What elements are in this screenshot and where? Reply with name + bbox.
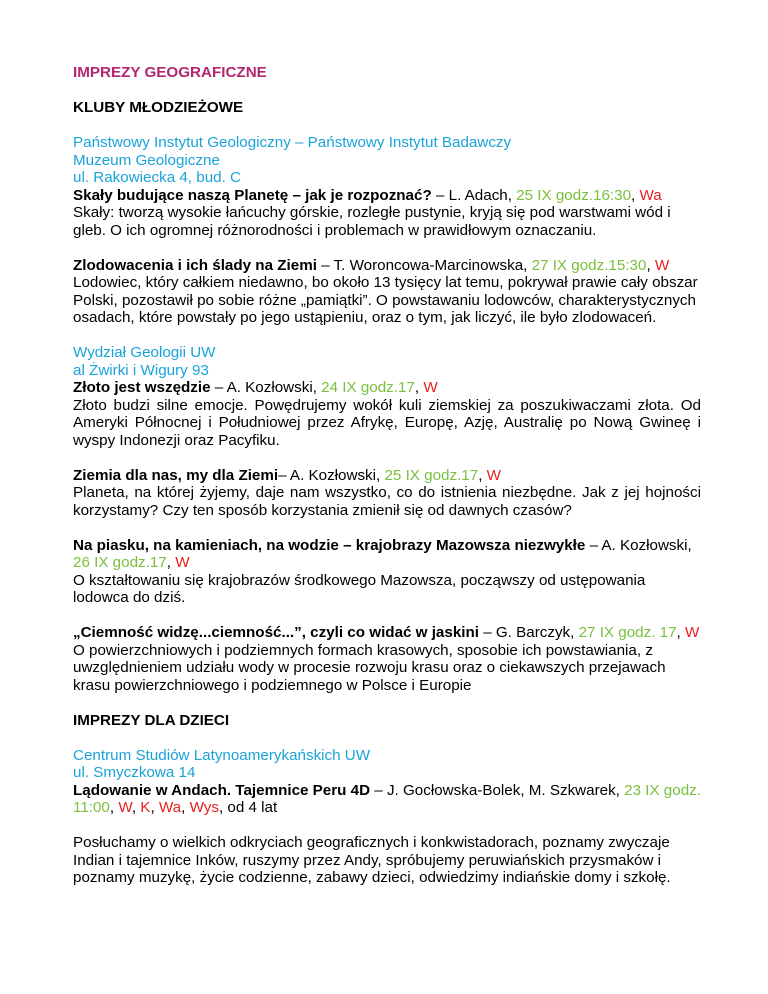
event-code: W: [423, 379, 438, 396]
document-title: IMPREZY GEOGRAFICZNE: [73, 64, 267, 81]
event-code: K: [140, 799, 151, 816]
separator: ,: [181, 799, 190, 816]
event-date: 23 IX godz. 11:00: [73, 781, 701, 816]
event-author: – T. Woroncowa-Marcinowska,: [316, 256, 532, 274]
event-author: – A. Kozłowski,: [585, 536, 692, 554]
event-author: – A. Kozłowski,: [210, 379, 322, 396]
event-date: 25 IX godz.16:30: [516, 186, 632, 204]
venue-name: Wydział Geologii UW: [73, 344, 216, 361]
separator: ,: [109, 799, 119, 816]
event-line: [73, 782, 701, 817]
event-description: O kształtowaniu się krajobrazów środkowego Mazowsza, począwszy od ustępowania lodowca do dziś.: [73, 571, 646, 606]
event-code: W: [684, 624, 700, 641]
event-date: 24 IX godz.17: [321, 379, 415, 396]
event-title: Zlodowacenia i ich ślady na Ziemi: [73, 256, 317, 274]
event-code: W: [175, 554, 190, 571]
section-heading-kids: IMPREZY DLA DZIECI: [73, 711, 230, 729]
event-date: 27 IX godz. 17: [578, 624, 677, 641]
event-description: Posłuchamy o wielkich odkryciach geograficznych i konkwistadorach, poznamy zwyczaje Indian i tajemnice Inków, ruszymy przez Andy, spróbujemy peruwiańskich przysmaków i poznamy muzykę, życie codzienne, zabawy dzieci, odwiedzimy indiańskie domy i szkołę.: [73, 834, 671, 886]
separator: ,: [166, 554, 176, 571]
separator: ,: [131, 799, 141, 816]
event-code: W: [118, 799, 132, 816]
event-code: W: [486, 466, 501, 484]
event-description: Złoto budzi silne emocje. Powędrujemy wokół kuli ziemskiej za poszukiwaczami złota. Od Ameryki Północnej i Południowej przez Afrykę, Europę, Azję, Australię po Nową Gwineę i wyspy Indonezji oraz Pacyfiku.: [73, 396, 701, 449]
separator: ,: [631, 186, 640, 204]
separator: ,: [414, 379, 424, 396]
event-code: W: [654, 256, 670, 274]
event-title: Ziemia dla nas, my dla Ziemi: [73, 466, 279, 484]
separator: ,: [478, 466, 487, 484]
event-description: Skały: tworzą wysokie łańcuchy górskie, rozległe pustynie, kryją się pod warstwami wód i gleb. O ich ogromnej różnorodności i problemach w prawidłowym oznaczaniu.: [73, 204, 671, 239]
separator: ,: [676, 624, 685, 641]
event-code: Wa: [158, 799, 182, 816]
event-age: , od 4 lat: [218, 799, 278, 816]
event-author: – G. Barczyk,: [478, 624, 579, 641]
venue-address: al Żwirki i Wigury 93: [73, 361, 209, 379]
event-description: Lodowiec, który całkiem niedawno, bo około 13 tysięcy lat temu, pokrywał prawie cały obszar Polski, pozostawił po sobie różne „pamiątki”. O powstawaniu lodowców, charakterystycznych osadach, które powstały po jego ustąpieniu, oraz o tym, jak liczyć, ile było zlodowaceń.: [73, 274, 698, 326]
event-title: Lądowanie w Andach. Tajemnice Peru 4D: [73, 781, 371, 799]
section-heading-clubs: KLUBY MŁODZIEŻOWE: [73, 99, 244, 116]
event-author: – J. Gocłowska-Bolek, M. Szkwarek,: [370, 781, 625, 799]
venue-name: Państwowy Instytut Geologiczny – Państwowy Instytut Badawczy: [73, 134, 512, 151]
venue-name: Centrum Studiów Latynoamerykańskich UW: [73, 746, 371, 764]
event-line: [73, 257, 701, 275]
document-page: [73, 64, 701, 887]
event-line: [73, 537, 701, 572]
event-title: Skały budujące naszą Planetę – jak je rozpoznać?: [73, 186, 432, 204]
venue-subname: Muzeum Geologiczne: [73, 151, 220, 169]
event-line: [73, 467, 701, 485]
separator: ,: [646, 256, 655, 274]
event-date: 25 IX godz.17: [384, 466, 479, 484]
event-title: „Ciemność widzę...ciemność...”, czyli co widać w jaskini: [73, 624, 479, 641]
event-author: – A. Kozłowski,: [278, 466, 385, 484]
event-description: O powierzchniowych i podziemnych formach krasowych, sposobie ich powstawiania, z uwzględnieniem udziału wody w procesie rozwoju krasu oraz o ciekawszych przejawach krasu powierzchniowego i podziemnego w Polsce i Europie: [73, 641, 666, 694]
event-date: 27 IX godz.15:30: [531, 256, 647, 274]
venue-address: ul. Rakowiecka 4, bud. C: [73, 169, 241, 186]
event-description: Planeta, na której żyjemy, daje nam wszystko, co do istnienia niezbędne. Jak z jej hojności korzystamy? Czy ten sposób korzystania zmienił się od dawnych czasów?: [73, 484, 701, 519]
separator: ,: [150, 799, 159, 816]
event-title: Złoto jest wszędzie: [73, 379, 211, 396]
event-title: Na piasku, na kamieniach, na wodzie – krajobrazy Mazowsza niezwykłe: [73, 536, 586, 554]
venue-address: ul. Smyczkowa 14: [73, 764, 196, 781]
event-line: [73, 187, 701, 205]
event-code: Wys: [189, 799, 219, 816]
event-code: Wa: [639, 186, 662, 204]
event-line: [73, 624, 701, 642]
event-author: – L. Adach,: [431, 186, 517, 204]
event-date: 26 IX godz.17: [73, 554, 167, 571]
event-line: [73, 379, 701, 397]
